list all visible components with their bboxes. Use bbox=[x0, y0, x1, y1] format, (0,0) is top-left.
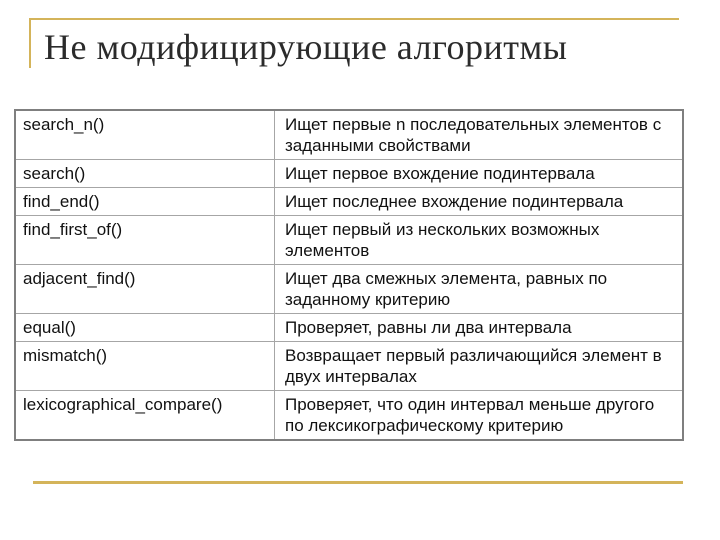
description-cell: Проверяет, что один интервал меньше другого по лексикографическому критерию bbox=[275, 391, 684, 441]
table-row bbox=[15, 160, 683, 188]
function-name-cell: find_first_of() bbox=[15, 216, 275, 265]
table-row bbox=[15, 391, 683, 441]
decorative-vertical-line bbox=[29, 18, 31, 68]
table-row bbox=[15, 314, 683, 342]
description-cell: Ищет два смежных элемента, равных по заданному критерию bbox=[275, 265, 684, 314]
function-name-cell: adjacent_find() bbox=[15, 265, 275, 314]
table-row bbox=[15, 110, 683, 160]
function-name-cell: find_end() bbox=[15, 188, 275, 216]
function-name-cell: search_n() bbox=[15, 110, 275, 160]
decorative-top-line bbox=[29, 18, 679, 20]
function-name-cell: equal() bbox=[15, 314, 275, 342]
function-name-cell: mismatch() bbox=[15, 342, 275, 391]
description-cell: Ищет первый из нескольких возможных элементов bbox=[275, 216, 684, 265]
description-cell: Ищет первые n последовательных элементов с заданными свойствами bbox=[275, 110, 684, 160]
function-name-cell: lexicographical_compare() bbox=[15, 391, 275, 441]
function-name-cell: search() bbox=[15, 160, 275, 188]
decorative-underline bbox=[33, 481, 683, 484]
table-row bbox=[15, 188, 683, 216]
description-cell: Проверяет, равны ли два интервала bbox=[275, 314, 684, 342]
table-row bbox=[15, 216, 683, 265]
description-cell: Ищет последнее вхождение подинтервала bbox=[275, 188, 684, 216]
description-cell: Ищет первое вхождение подинтервала bbox=[275, 160, 684, 188]
slide-title: Не модифицирующие алгоритмы bbox=[44, 27, 568, 67]
description-cell: Возвращает первый различающийся элемент в двух интервалах bbox=[275, 342, 684, 391]
algorithms-table bbox=[14, 109, 684, 441]
table-row bbox=[15, 342, 683, 391]
table-row bbox=[15, 265, 683, 314]
